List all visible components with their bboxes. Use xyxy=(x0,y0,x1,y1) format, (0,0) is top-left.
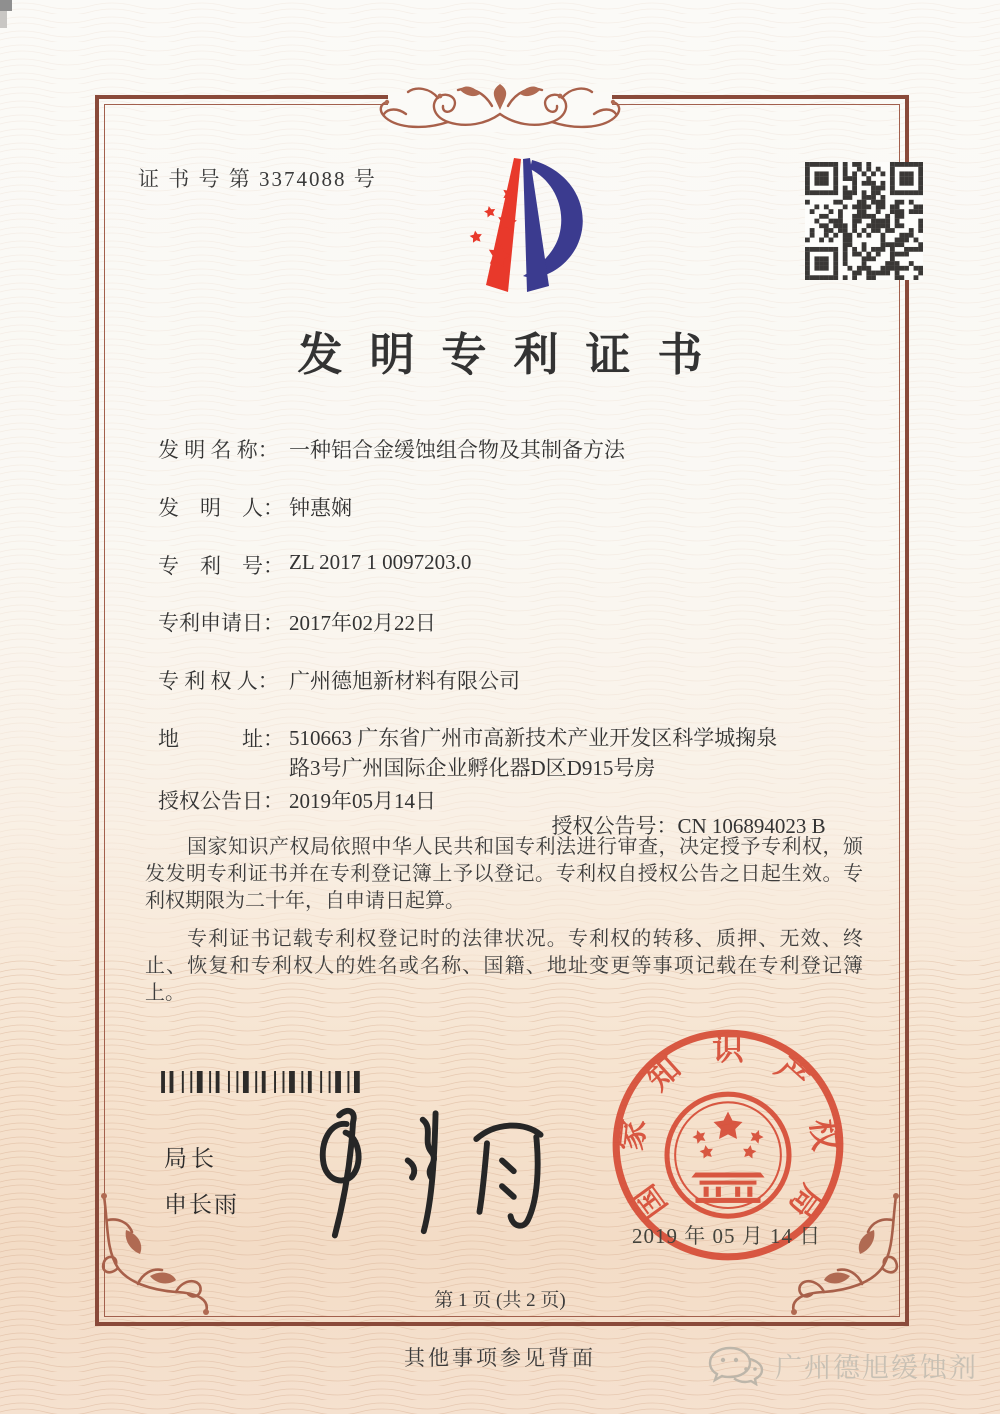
seal-char: 知 xyxy=(640,1050,688,1098)
page-number: 第 1 页 (共 2 页) xyxy=(434,1290,566,1311)
field-label: 发 明 人： xyxy=(158,496,284,520)
seal-date: 2019 年 05 月 14 日 xyxy=(632,1224,822,1248)
certificate-number: 证 书 号 第 3374088 号 xyxy=(138,167,377,191)
field-label: 地 址： xyxy=(158,727,284,751)
legal-text-block xyxy=(145,834,863,1018)
field-value: 2017年02月22日 xyxy=(289,611,436,635)
grant-no-value: CN 106894023 B xyxy=(677,814,826,838)
field-row xyxy=(158,665,520,695)
director-name: 申长雨 xyxy=(164,1191,239,1217)
handwritten-signature-icon xyxy=(292,1094,562,1244)
wechat-icon xyxy=(705,1344,767,1386)
seal-char: 局 xyxy=(782,1178,830,1225)
field-value: 钟惠娴 xyxy=(289,496,352,520)
field-label: 发 明 名 称： xyxy=(158,438,279,462)
field-row xyxy=(158,607,436,637)
logo-pillar xyxy=(486,158,583,292)
field-row xyxy=(158,723,778,780)
wechat-watermark xyxy=(705,1344,978,1386)
barcode xyxy=(160,1071,408,1093)
seal-char: 家 xyxy=(613,1117,652,1153)
field-label: 专利申请日： xyxy=(158,611,284,635)
field-value: 广州德旭新材料有限公司 xyxy=(289,669,520,693)
grant-row xyxy=(158,785,826,838)
field-row xyxy=(158,492,352,522)
field-label: 专 利 权 人： xyxy=(158,669,279,693)
field-value: 一种铝合金缓蚀组合物及其制备方法 xyxy=(289,438,625,462)
grant-date-label: 授权公告日： xyxy=(158,789,284,813)
top-flourish-ornament xyxy=(370,78,630,140)
grant-no-label: 授权公告号： xyxy=(551,814,678,838)
qr-code xyxy=(805,162,923,280)
seal-char: 权 xyxy=(804,1117,843,1153)
director-title: 局长 xyxy=(164,1145,218,1171)
scan-artifact xyxy=(0,11,7,28)
field-value: ZL 2017 1 0097203.0 xyxy=(289,550,472,574)
back-note: 其他事项参见背面 xyxy=(404,1346,596,1370)
grant-date-value: 2019年05月14日 xyxy=(289,789,436,813)
legal-paragraph-1: 国家知识产权局依照中华人民共和国专利法进行审查，决定授予专利权，颁发发明专利证书并在专利登记簿上予以登记。专利权自授权公告之日起生效。专利权期限为二十年，自申请日起算。 xyxy=(145,836,863,912)
seal-char: 产 xyxy=(768,1050,816,1098)
certificate-title: 发明专利证书 xyxy=(297,330,730,380)
seal-national-emblem xyxy=(667,1094,789,1216)
field-row xyxy=(158,434,625,464)
field-row xyxy=(158,550,472,580)
seal-char: 识 xyxy=(712,1031,744,1067)
scan-artifact xyxy=(0,0,12,11)
cnipa-logo-icon xyxy=(435,150,605,298)
seal-char: 国 xyxy=(626,1178,674,1225)
field-label: 专 利 号： xyxy=(158,554,284,578)
field-value: 510663 广东省广州市高新技术产业开发区科学城掬泉路3号广州国际企业孵化器D区D915号房 xyxy=(289,726,778,780)
legal-paragraph-2: 专利证书记载专利权登记时的法律状况。专利权的转移、质押、无效、终止、恢复和专利权人的姓名或名称、国籍、地址变更等事项记载在专利登记簿上。 xyxy=(145,928,863,1004)
watermark-text: 广州德旭缓蚀剂 xyxy=(775,1352,978,1383)
